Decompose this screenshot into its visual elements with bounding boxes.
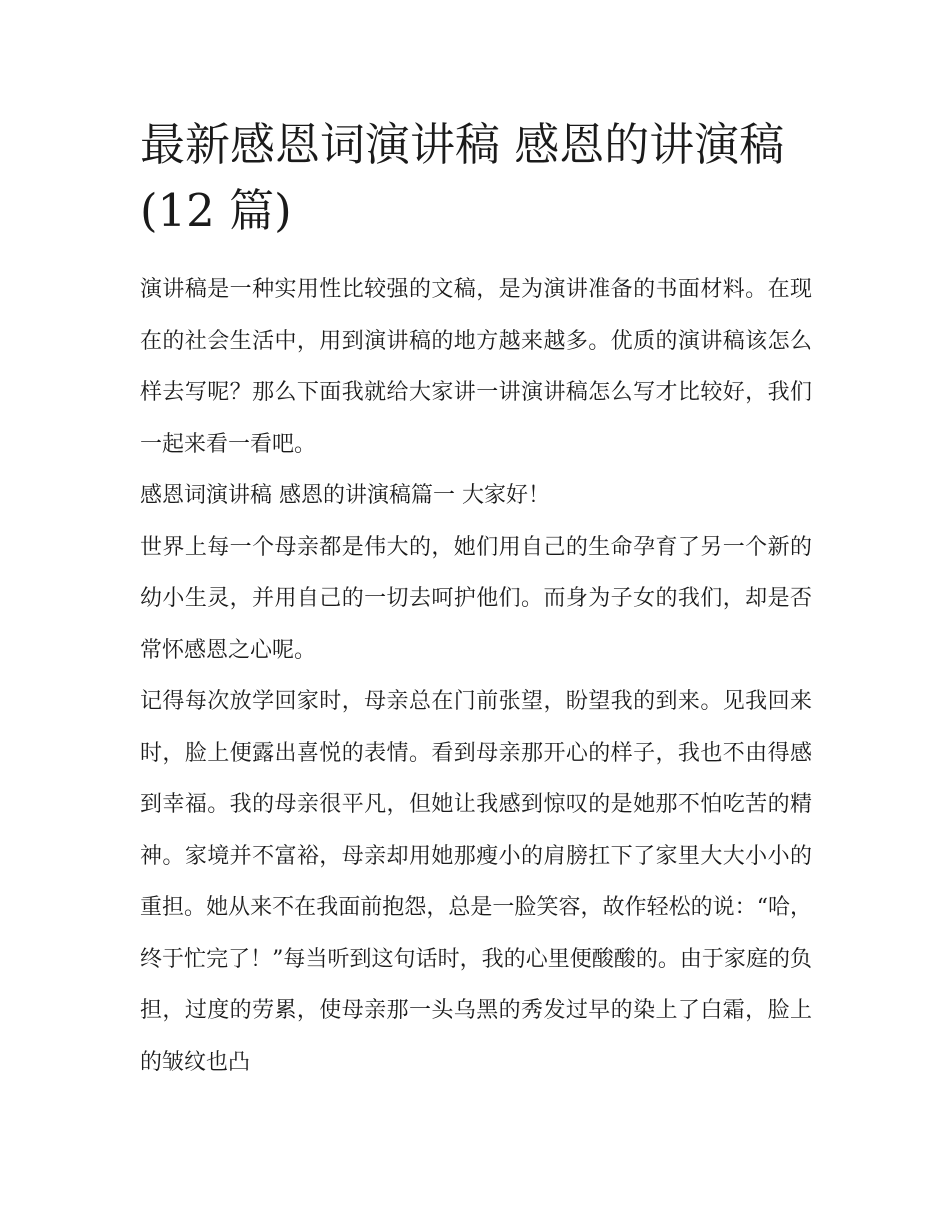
body-paragraph: 记得每次放学回家时，母亲总在门前张望，盼望我的到来。见我回来时，脸上便露出喜悦的表情。看到母亲那开心的样子，我也不由得感到幸福。我的母亲很平凡，但她让我感到惊叹的是她那不怕吃苦的精神。家境并不富裕，母亲却用她那瘦小的肩膀扛下了家里大大小小的重担。她从来不在我面前抱怨，总是一脸笑容，故作轻松的说：“哈，终于忙完了！”每当听到这句话时，我的心里便酸酸的。由于家庭的负担，过度的劳累，使母亲那一头乌黑的秀发过早的染上了白霜，脸上的皱纹也凸 [140,689,812,1075]
section-heading-paragraph: 感恩词演讲稿 感恩的讲演稿篇一 大家好！ [140,483,550,508]
document-body [140,112,812,1088]
document-title: 最新感恩词演讲稿 感恩的讲演稿(12 篇) [140,118,785,237]
intro-paragraph: 演讲稿是一种实用性比较强的文稿，是为演讲准备的书面材料。在现在的社会生活中，用到演讲稿的地方越来越多。优质的演讲稿该怎么样去写呢？那么下面我就给大家讲一讲演讲稿怎么写才比较好，我们一起来看一看吧。 [140,277,812,457]
body-paragraph: 世界上每一个母亲都是伟大的，她们用自己的生命孕育了另一个新的幼小生灵，并用自己的一切去呵护他们。而身为子女的我们，却是否常怀感恩之心呢。 [140,534,812,663]
